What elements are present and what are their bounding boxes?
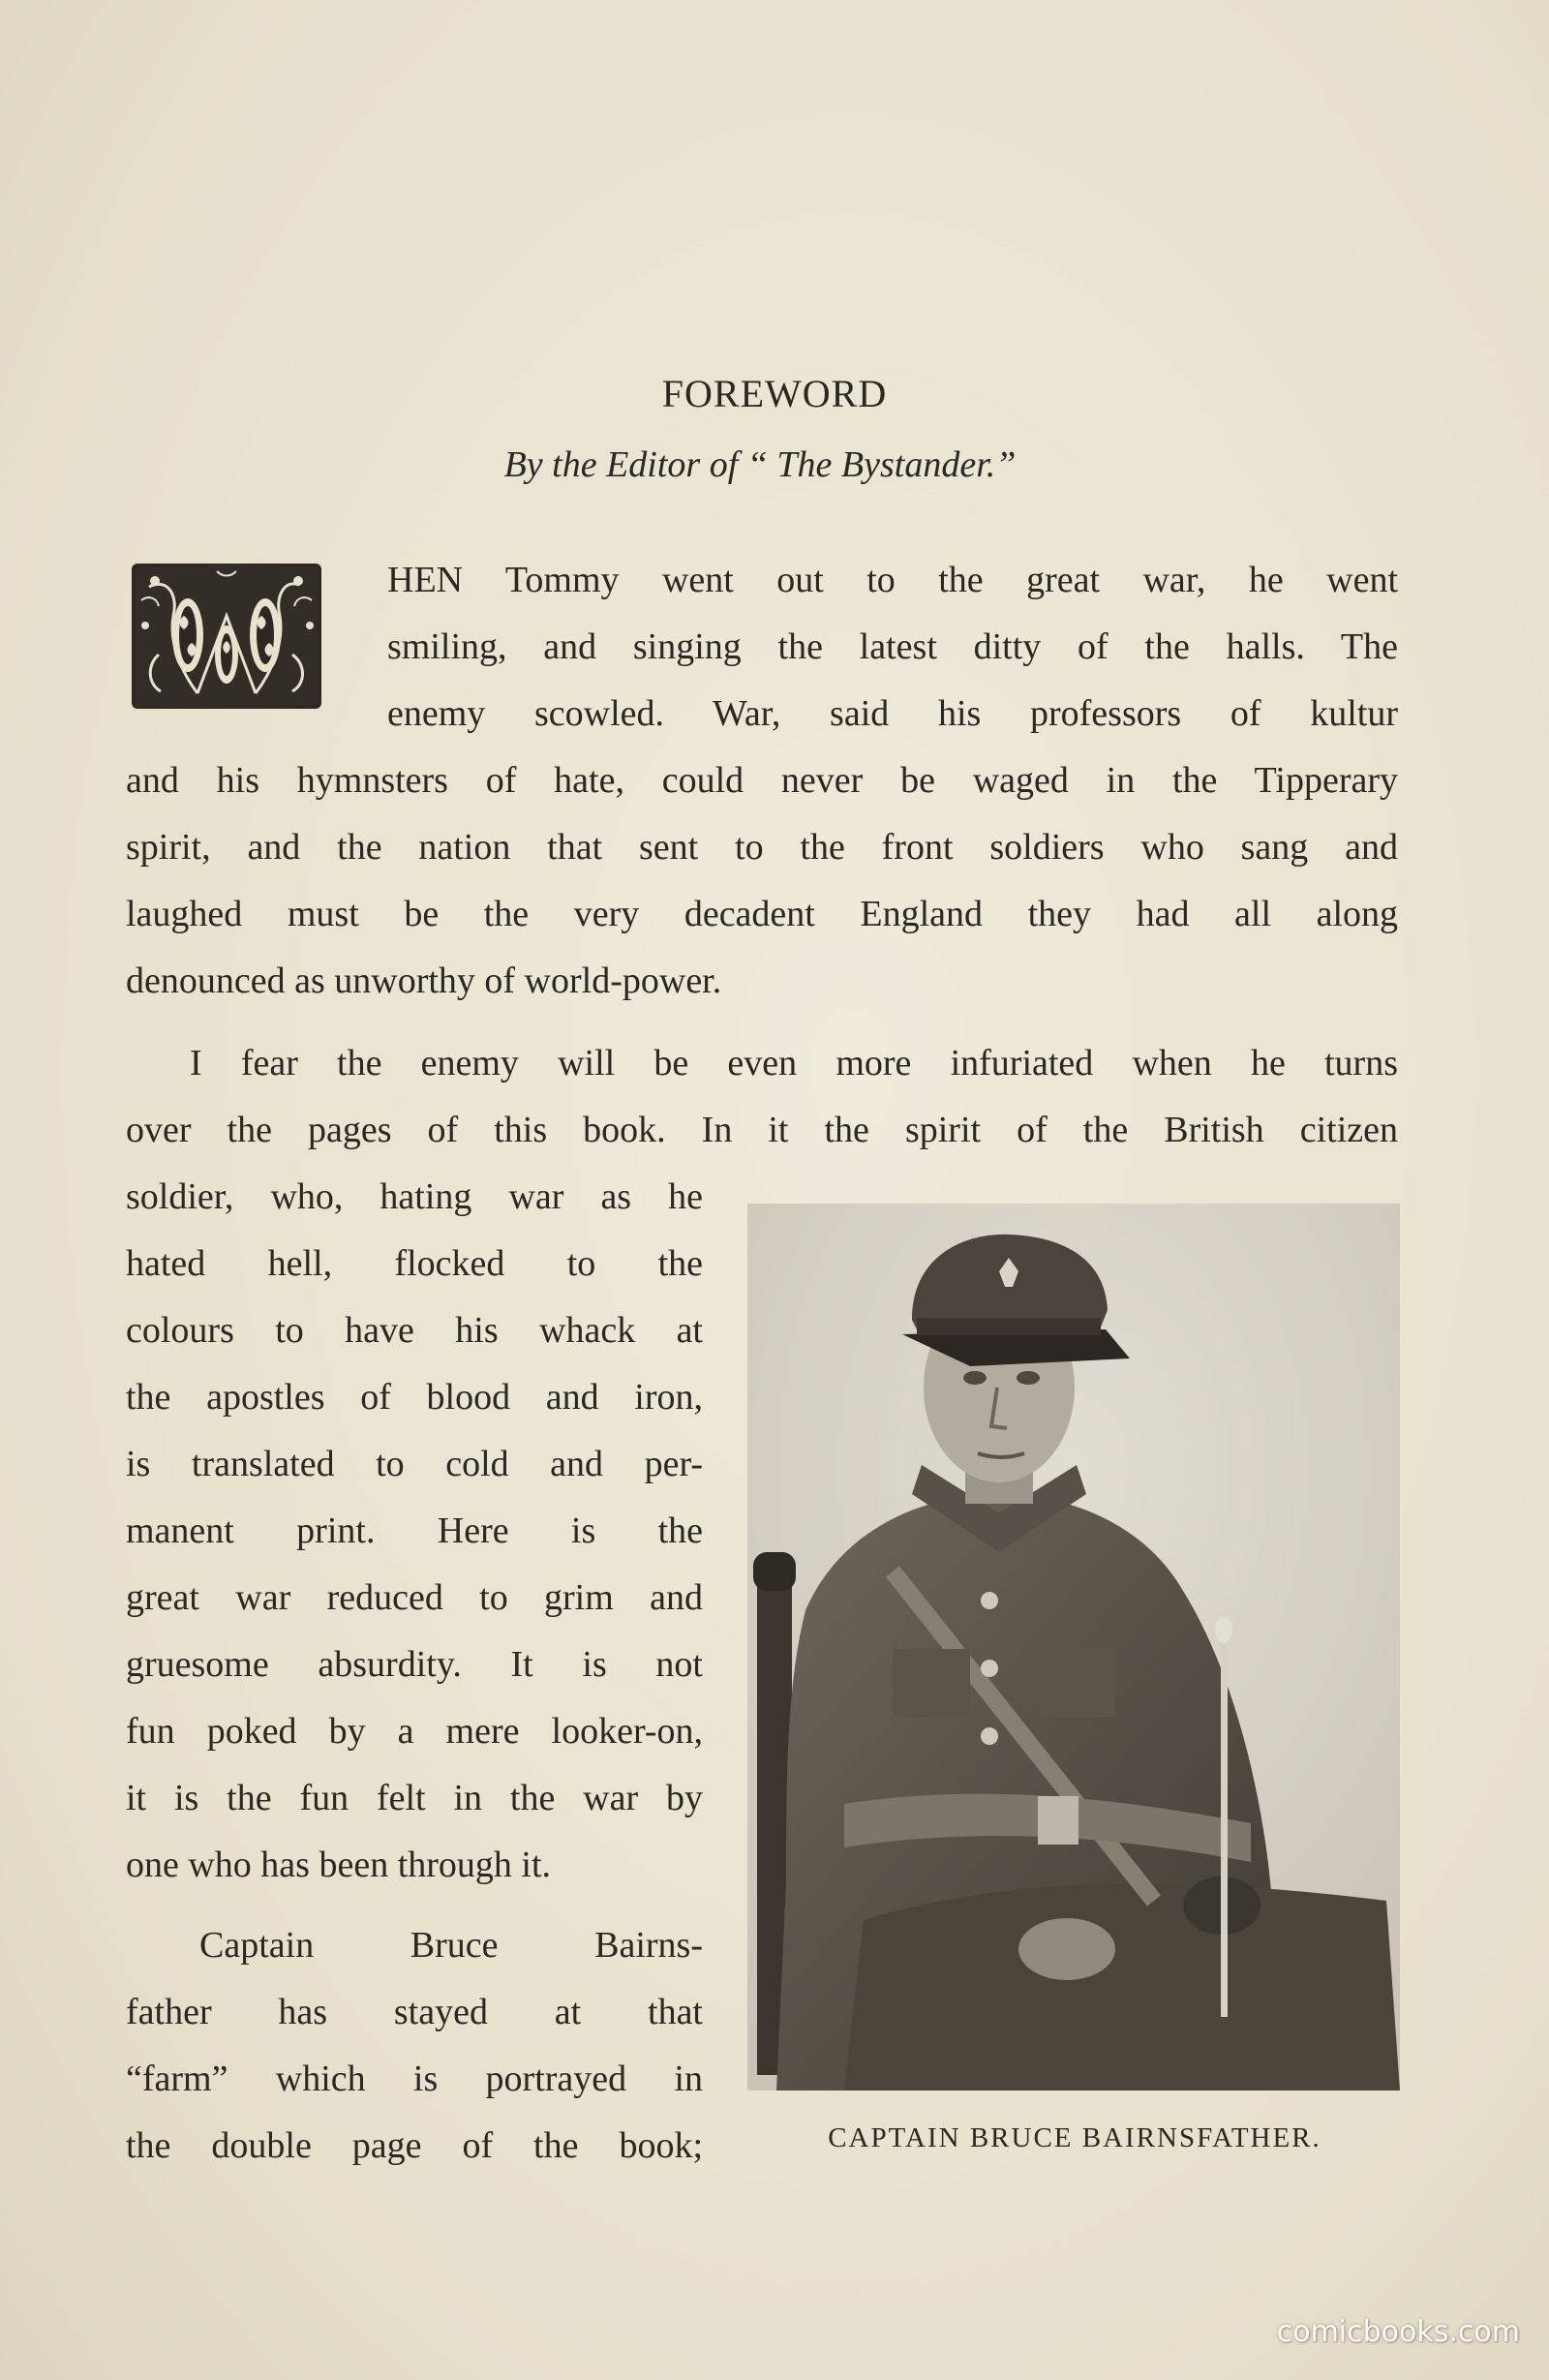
photo-caption: CAPTAIN BRUCE BAIRNSFATHER. <box>828 2122 1321 2153</box>
text-line: colours to have his whack at <box>126 1310 703 1351</box>
text-line: HEN Tommy went out to the great war, he went <box>387 560 1398 600</box>
text-line: “farm” which is portrayed in <box>126 2059 703 2099</box>
paragraph-1-body <box>126 748 1398 1015</box>
paragraph-1-dropcap-lines <box>387 547 1398 748</box>
text-line: I fear the enemy will be even more infuriated when he turns <box>190 1043 1398 1083</box>
text-line: fun poked by a mere looker-on, <box>126 1711 703 1752</box>
text-line: the double page of the book; <box>126 2125 703 2166</box>
paragraph-2-full-width <box>126 1030 1398 1164</box>
text-line: enemy scowled. War, said his professors of kultur <box>387 693 1398 734</box>
text-line: denounced as unworthy of world-power. <box>126 961 722 1001</box>
portrait-photograph <box>747 1204 1400 2090</box>
text-line: Captain Bruce Bairns- <box>199 1925 703 1966</box>
paragraph-2-narrow-column <box>126 1164 703 1899</box>
text-line: smiling, and singing the latest ditty of the halls. The <box>387 626 1398 667</box>
text-line: it is the fun felt in the war by <box>126 1778 703 1818</box>
text-line: gruesome absurdity. It is not <box>126 1644 703 1685</box>
text-line: over the pages of this book. In it the spirit of the British citizen <box>126 1110 1398 1150</box>
page-subtitle: By the Editor of “ The Bystander.” <box>503 444 1017 485</box>
seated-officer-portrait-image <box>747 1204 1400 2090</box>
text-line: hated hell, flocked to the <box>126 1243 703 1284</box>
text-line: is translated to cold and per- <box>126 1444 703 1484</box>
text-line: father has stayed at that <box>126 1992 703 2032</box>
ornamental-dropcap <box>130 558 323 717</box>
dropcap-w-ornament-icon <box>130 558 323 717</box>
page-title: FOREWORD <box>661 372 888 415</box>
site-watermark: comicbooks.com <box>1276 2315 1520 2349</box>
text-line: laughed must be the very decadent England they had all along <box>126 894 1398 934</box>
text-line: one who has been through it. <box>126 1845 552 1885</box>
text-line: and his hymnsters of hate, could never be waged in the Tipperary <box>126 760 1398 801</box>
text-line: great war reduced to grim and <box>126 1577 703 1618</box>
text-line: soldier, who, hating war as he <box>126 1176 703 1217</box>
paragraph-3-narrow-column <box>126 1912 703 2180</box>
text-line: the apostles of blood and iron, <box>126 1377 703 1418</box>
text-line: spirit, and the nation that sent to the front soldiers who sang and <box>126 827 1398 868</box>
text-line: manent print. Here is the <box>126 1510 703 1551</box>
